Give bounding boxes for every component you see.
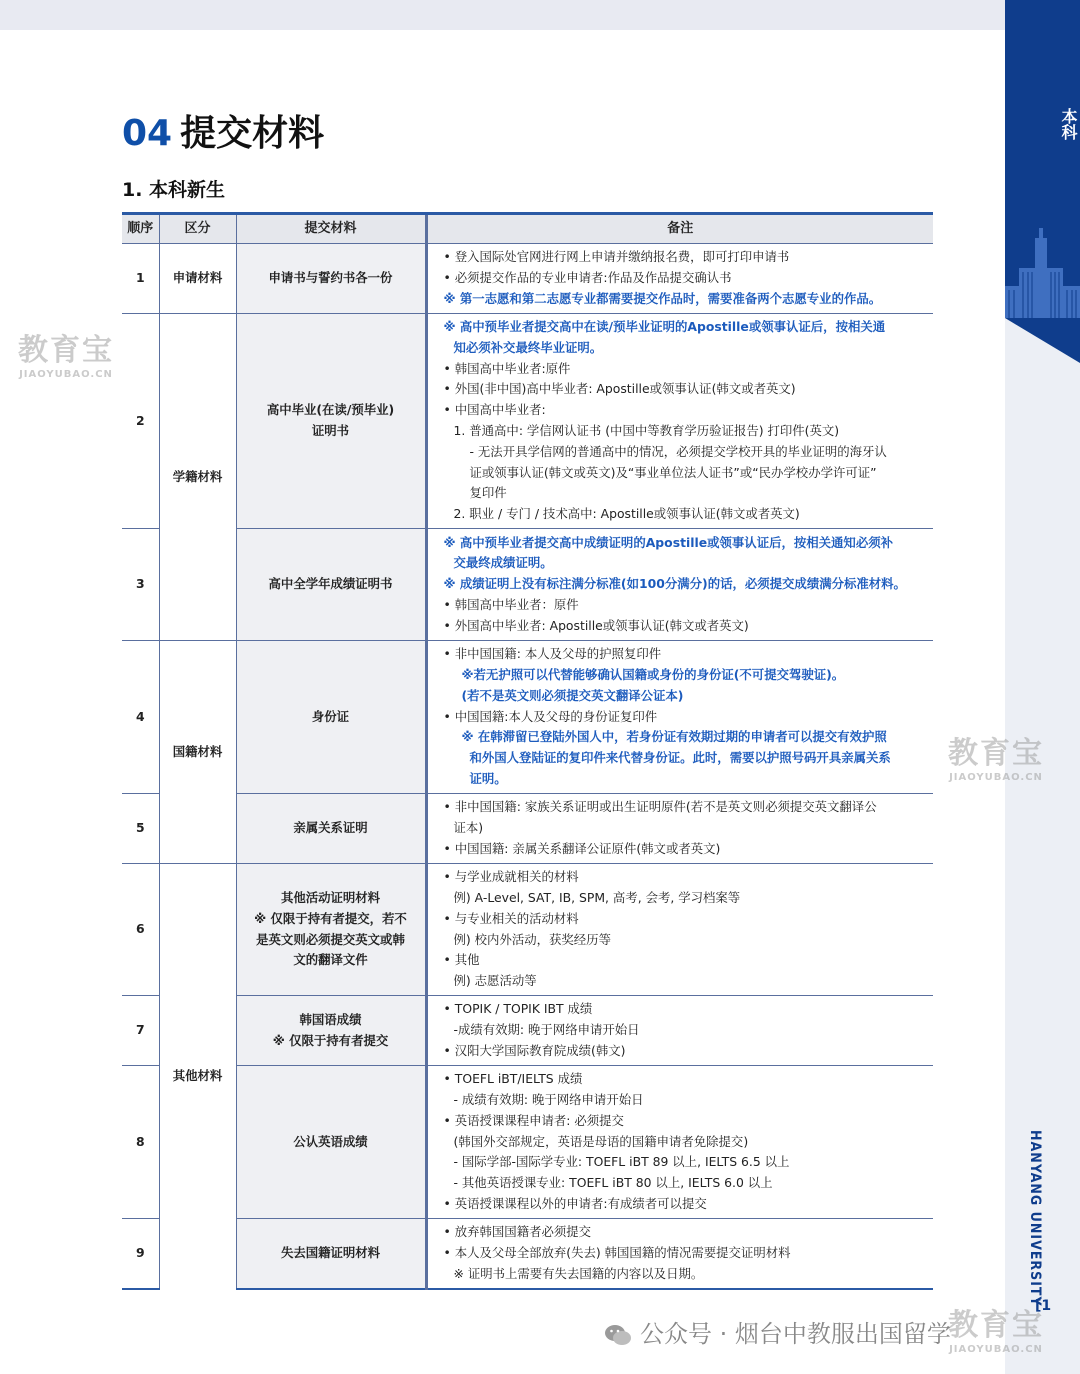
header-remarks: 备注 [426, 214, 933, 244]
remark-line: -成绩有效期: 晚于网络申请开始日 [453, 1022, 640, 1038]
remark-line: 证明。 [469, 770, 507, 786]
remark-line: • TOEFL iBT/IELTS 成绩 [443, 1071, 583, 1087]
remarks-cell [426, 1066, 933, 1219]
remark-line: • 韩国高中毕业者：原件 [443, 596, 579, 612]
material-line: ※ 仅限于持有者提交 [272, 1032, 389, 1048]
remark-line: • 英语授课课程申请者: 必须提交 [443, 1112, 624, 1128]
remarks-cell [426, 1219, 933, 1289]
row-number: 1 [122, 244, 159, 314]
remark-line: ※ 第一志愿和第二志愿专业都需要提交作品时，需要准备两个志愿专业的作品。 [443, 290, 882, 306]
remark-line: • 中国国籍: 亲属关系翻译公证原件(韩文或者英文) [443, 840, 721, 856]
category-cell: 其他材料 [159, 864, 236, 1289]
material-line: 高中毕业(在读/预毕业) [266, 402, 395, 418]
remark-line: ※ 证明书上需要有失去国籍的内容以及日期。 [453, 1265, 704, 1281]
remark-line: 复印件 [469, 485, 507, 501]
remark-line: • 登入国际处官网进行网上申请并缴纳报名费，即可打印申请书 [443, 249, 790, 265]
remark-line: • TOPIK / TOPIK IBT 成绩 [443, 1001, 593, 1017]
side-band-header [1005, 0, 1080, 318]
remark-line: • 非中国国籍: 本人及父母的护照复印件 [443, 646, 662, 662]
remark-line: - 其他英语授课专业: TOEFL iBT 80 以上, IELTS 6.0 以上 [453, 1175, 773, 1191]
remark-line: • 外国高中毕业者: Apostille或领事认证(韩文或者英文) [443, 617, 749, 633]
table-row [122, 314, 933, 529]
remarks-cell [426, 996, 933, 1066]
remark-line: • 与专业相关的活动材料 [443, 910, 579, 926]
remark-line: (韩国外交部规定，英语是母语的国籍申请者免除提交) [453, 1133, 749, 1149]
remark-line: • 非中国国籍: 家族关系证明或出生证明原件(若不是英文则必须提交英文翻译公 [443, 799, 877, 815]
page-title [122, 105, 324, 156]
row-number: 6 [122, 864, 159, 996]
subsection-title: 1. 本科新生 [122, 179, 226, 201]
watermark: 教育宝 JIAOYUBAO.CN [948, 736, 1044, 783]
side-band [1005, 0, 1080, 1374]
material-line: 亲属关系证明 [293, 820, 368, 836]
remarks-cell [426, 244, 933, 314]
remark-line: 证本) [453, 820, 484, 836]
remark-line: 2. 职业 / 专门 / 技术高中: Apostille或领事认证(韩文或者英文) [453, 506, 800, 522]
remark-line: 1. 普通高中: 学信网认证书 (中国中等教育学历验证报告) 打印件(英文) [453, 423, 840, 438]
remark-line: ※ 在韩滞留已登陆外国人中，若身份证有效期过期的申请者可以提交有效护照 [461, 729, 887, 745]
material-line: ※ 仅限于持有者提交，若不 [254, 910, 407, 926]
remark-line: • 中国高中毕业者: [443, 402, 546, 418]
material-cell [236, 794, 426, 864]
university-name: HANYANG UNIVERSITY [1027, 1130, 1043, 1307]
remarks-cell [426, 529, 933, 641]
footer-caption [604, 1314, 951, 1349]
table-row [122, 794, 933, 864]
page-number: [1 [1035, 1298, 1052, 1314]
watermark: 教育宝 JIAOYUBAO.CN [948, 1308, 1044, 1355]
remark-line: 交最终成绩证明。 [453, 555, 553, 571]
remark-line: - 成绩有效期: 晚于网络申请开始日 [453, 1092, 644, 1107]
material-cell [236, 996, 426, 1066]
material-cell [236, 244, 426, 314]
table-row [122, 1219, 933, 1289]
side-band-chevron [1005, 318, 1080, 363]
section-number: 04 [122, 113, 173, 154]
remarks-cell [426, 641, 933, 794]
table-row [122, 1066, 933, 1219]
remark-line: - 无法开具学信网的普通高中的情况，必须提交学校开具的毕业证明的海牙认 [469, 443, 887, 459]
header-category: 区分 [159, 214, 236, 244]
remark-line: • 必须提交作品的专业申请者:作品及作品提交确认书 [443, 270, 732, 286]
table-row [122, 244, 933, 314]
material-cell [236, 314, 426, 529]
material-line: 公认英语成绩 [293, 1133, 368, 1149]
remark-line: • 英语授课课程以外的申请者:有成绩者可以提交 [443, 1195, 707, 1211]
material-line: 身份证 [311, 708, 350, 724]
material-line: 证明书 [311, 423, 350, 438]
material-line: 文的翻译文件 [293, 952, 368, 968]
top-bar [0, 0, 1005, 30]
remarks-cell [426, 864, 933, 996]
remark-line: • 汉阳大学国际教育院成绩(韩文) [443, 1042, 626, 1058]
remark-line: • 与学业成就相关的材料 [443, 869, 579, 885]
category-cell: 申请材料 [159, 244, 236, 314]
remark-line: ※ 高中预毕业者提交高中在读/预毕业证明的Apostille或领事认证后，按相关通 [443, 319, 886, 335]
material-line: 申请书与誓约书各一份 [268, 270, 393, 286]
row-number: 5 [122, 794, 159, 864]
remark-line: • 中国国籍:本人及父母的身份证复印件 [443, 708, 658, 724]
row-number: 7 [122, 996, 159, 1066]
footer-text: 公众号 · 烟台中教服出国留学 [640, 1320, 951, 1348]
header-order: 顺序 [122, 214, 159, 244]
table-header-row [122, 214, 933, 244]
remark-line: 和外国人登陆证的复印件来代替身份证。此时，需要以护照号码开具亲属关系 [469, 750, 891, 766]
table-row [122, 529, 933, 641]
row-number: 9 [122, 1219, 159, 1289]
building-illustration [1005, 228, 1080, 318]
remark-line: • 其他 [443, 952, 480, 968]
remark-line: 知必须补交最终毕业证明。 [453, 339, 603, 355]
material-cell [236, 1219, 426, 1289]
remark-line: 例) A-Level, SAT, IB, SPM, 高考, 会考, 学习档案等 [453, 889, 741, 905]
remark-line: 证或领事认证(韩文或英文)及“事业单位法人证书”或“民办学校办学许可证” [469, 464, 877, 480]
material-cell [236, 864, 426, 996]
remark-line: • 韩国高中毕业者:原件 [443, 360, 571, 376]
header-material: 提交材料 [236, 214, 426, 244]
table-row [122, 996, 933, 1066]
remark-line: • 本人及父母全部放弃(失去) 韩国国籍的情况需要提交证明材料 [443, 1244, 791, 1260]
material-line: 失去国籍证明材料 [280, 1244, 381, 1260]
materials-table [122, 212, 933, 1290]
material-cell [236, 641, 426, 794]
row-number: 8 [122, 1066, 159, 1219]
row-number: 2 [122, 314, 159, 529]
watermark: 教育宝 JIAOYUBAO.CN [18, 333, 114, 380]
material-line: 韩国语成绩 [299, 1011, 362, 1027]
row-number: 4 [122, 641, 159, 794]
remark-line: 例) 校内外活动，获奖经历等 [453, 931, 611, 947]
material-cell [236, 1066, 426, 1219]
category-cell: 学籍材料 [159, 314, 236, 641]
remark-line: ※若无护照可以代替能够确认国籍或身份的身份证(不可提交驾驶证)。 [461, 667, 845, 682]
remark-line: • 放弃韩国国籍者必须提交 [443, 1224, 592, 1240]
wechat-icon [604, 1323, 632, 1347]
material-line: 高中全学年成绩证明书 [268, 576, 393, 592]
material-line: 是英文则必须提交英文或韩 [256, 931, 405, 947]
remark-line: ※ 成绩证明上没有标注满分标准(如100分满分)的话，必须提交成绩满分标准材料。 [443, 576, 906, 592]
remarks-cell [426, 794, 933, 864]
side-tab-label: 本科 [1059, 108, 1078, 140]
remark-line: ※ 高中预毕业者提交高中成绩证明的Apostille或领事认证后，按相关通知必须补 [443, 534, 893, 550]
category-cell: 国籍材料 [159, 641, 236, 864]
section-title: 提交材料 [180, 113, 325, 154]
table-row [122, 641, 933, 794]
remark-line: (若不是英文则必须提交英文翻译公证本) [461, 687, 684, 703]
material-line: 其他活动证明材料 [280, 889, 381, 905]
remarks-cell [426, 314, 933, 529]
remark-line: • 外国(非中国)高中毕业者: Apostille或领事认证(韩文或者英文) [443, 381, 796, 397]
table-row [122, 864, 933, 996]
remark-line: 例) 志愿活动等 [453, 973, 537, 989]
row-number: 3 [122, 529, 159, 641]
material-cell [236, 529, 426, 641]
remark-line: - 国际学部-国际学专业: TOEFL iBT 89 以上, IELTS 6.5 以上 [453, 1154, 790, 1170]
